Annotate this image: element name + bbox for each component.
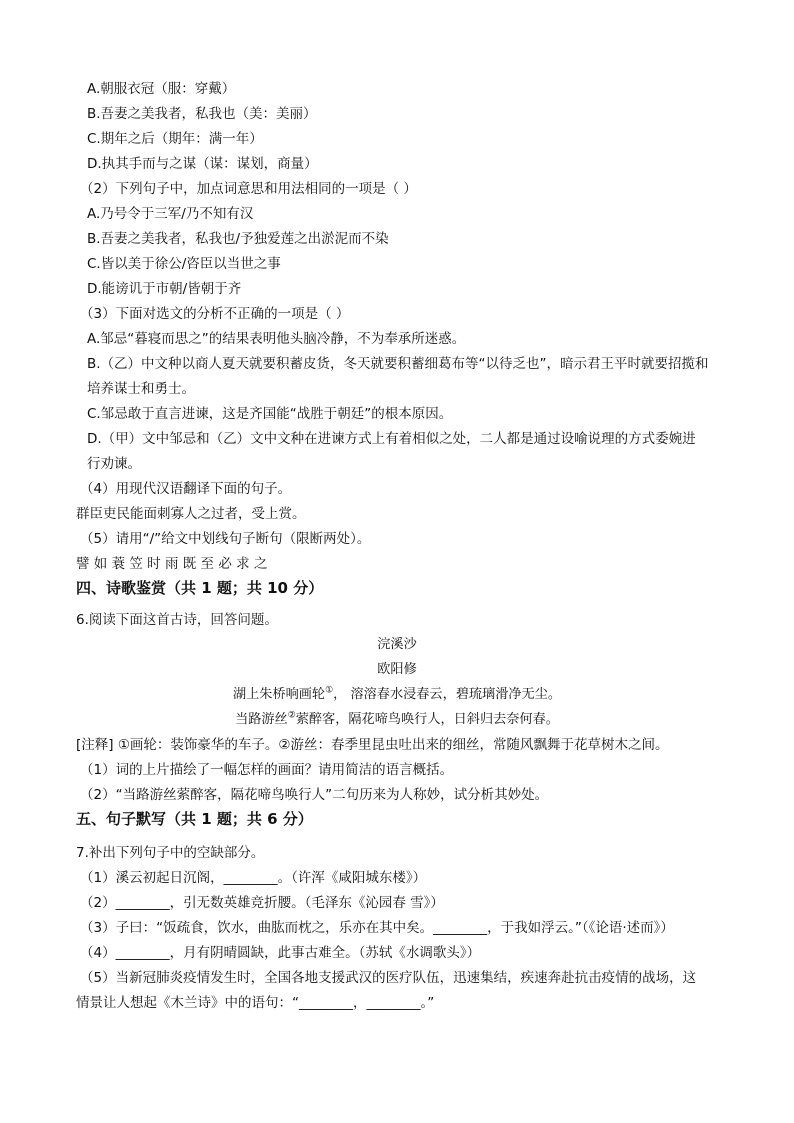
note-mark: ①	[325, 685, 334, 696]
option-c: C.邹忌敢于直言进谏，这是齐国能“战胜于朝廷”的根本原因。	[87, 406, 453, 422]
option-a: A.朝服衣冠（服：穿戴）	[87, 81, 236, 97]
section-heading: 四、诗歌鉴赏（共 1 题；共 10 分）	[76, 579, 324, 597]
option-b-line-1: B.（乙）中文种以商人夏天就要积蓄皮货，冬天就要积蓄细葛布等“以待乏也”，暗示君王平时就要招揽和	[87, 356, 709, 372]
option-d: D.能谤讥于市朝/皆朝于齐	[87, 281, 242, 297]
option-b: B.吾妻之美我者，私我也/予独爱莲之出淤泥而不染	[87, 231, 389, 247]
question-stem: （5）请用“/”给文中划线句子断句（限断两处）。	[80, 531, 371, 547]
poem-line-1-b: ， 溶溶春水浸春云，碧琉璃滑净无尘。	[333, 687, 561, 702]
option-a: A.邹忌“暮寝而思之”的结果表明他头脑冷静，不为奉承所迷惑。	[87, 331, 466, 347]
poem-line-2	[0, 711, 794, 729]
poem-author: 欧阳修	[377, 662, 417, 677]
translation-sentence: 群臣吏民能面刺寡人之过者，受上赏。	[76, 506, 306, 522]
option-d-line-1: D.（甲）文中邹忌和（乙）文中文种在进谏方式上有着相似之处，二人都是通过设喻说理的方式委婉进	[87, 431, 696, 447]
option-c: C.皆以美于徐公/咨臣以当世之事	[87, 256, 281, 272]
question-stem: （4）用现代汉语翻译下面的句子。	[80, 481, 292, 497]
option-b-line-2: 培养谋士和勇士。	[87, 381, 195, 397]
question-item: （2）________，引无数英雄竞折腰。（毛泽东《沁园春 雪》）	[80, 895, 444, 911]
option-b: B.吾妻之美我者，私我也（美：美丽）	[87, 106, 317, 122]
option-a: A.乃号令于三军/乃不知有汉	[87, 206, 254, 222]
note-mark: ②	[287, 710, 296, 721]
punctuation-sentence: 譬 如 蓑 笠 时 雨 既 至 必 求 之	[76, 556, 268, 572]
question-item: （5）当新冠肺炎疫情发生时，全国各地支援武汉的医疗队伍，迅速集结，疾速奔赴抗击疫情的战场，这	[80, 970, 697, 986]
section-heading: 五、句子默写（共 1 题；共 6 分）	[76, 810, 313, 828]
poem-annotation: [注释] ①画轮：装饰豪华的车子。②游丝：春季里昆虫吐出来的细丝，常随风飘舞于花草树木之间。	[76, 737, 669, 753]
question-stem: （2）下列句子中，加点词意思和用法相同的一项是（ ）	[80, 181, 417, 197]
question-stem: 7.补出下列句子中的空缺部分。	[76, 845, 265, 861]
question-item: （1）溪云初起日沉阁，________。（许浑《咸阳城东楼》）	[80, 870, 427, 886]
question-stem: 6.阅读下面这首古诗，回答问题。	[76, 612, 278, 628]
poem-title: 浣溪沙	[377, 637, 417, 652]
question-item: （2）“当路游丝萦醉客，隔花啼鸟唤行人”二句历来为人称妙，试分析其妙处。	[80, 787, 549, 803]
question-item: （4）________，月有阴晴圆缺，此事古难全。（苏轼《水调歌头》）	[80, 945, 481, 961]
poem-line-1-a: 湖上朱桥响画轮	[232, 687, 326, 702]
question-item: （1）词的上片描绘了一幅怎样的画面？请用简洁的语言概括。	[80, 762, 454, 778]
option-c: C.期年之后（期年：满一年）	[87, 131, 263, 147]
poem-line-1	[0, 686, 794, 704]
option-d: D.执其手而与之谋（谋：谋划，商量）	[87, 156, 318, 172]
question-item-continued: 情景让人想起《木兰诗》中的语句：“________，________。”	[76, 995, 435, 1011]
poem-line-2-b: 萦醉客，隔花啼鸟唤行人，日斜归去奈何春。	[295, 712, 559, 727]
question-stem: （3）下面对选文的分析不正确的一项是（ ）	[80, 306, 350, 322]
question-item: （3）子曰：“饭疏食，饮水，曲肱而枕之，乐亦在其中矣。________，于我如浮云。”（《论语·述而》）	[80, 920, 674, 936]
option-d-line-2: 行劝谏。	[87, 456, 141, 472]
poem-line-2-a: 当路游丝	[235, 712, 288, 727]
